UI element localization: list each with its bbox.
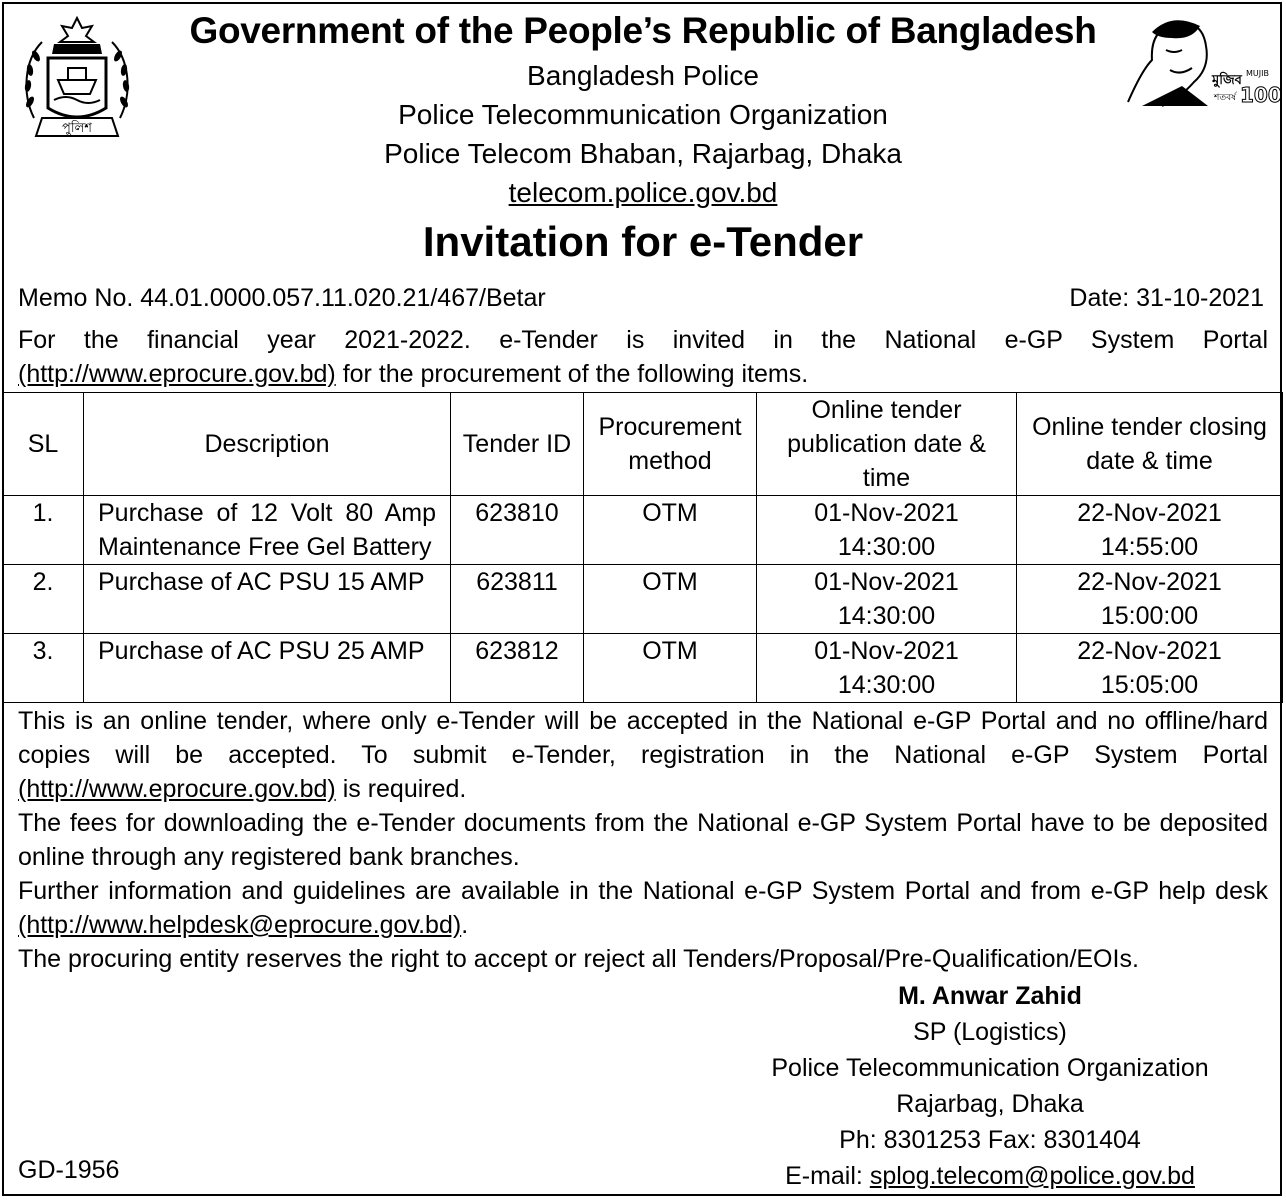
gd-number: GD-1956 [18,1156,120,1184]
government-title: Government of the People’s Republic of Bangladesh [189,10,1097,51]
row-sl: 1. [3,496,84,565]
row-tender-id: 623810 [451,496,584,565]
eprocure-link[interactable]: (http://www.eprocure.gov.bd) [18,775,336,803]
fees-note: The fees for downloading the e-Tender documents from the National e-GP System Portal have to be deposited online through any registered bank branches. [18,809,1268,871]
row-sl: 2. [3,565,84,634]
police-emblem-icon [22,14,132,148]
signatory-phone: Ph: 8301253 Fax: 8301404 [839,1126,1141,1154]
website-link[interactable]: telecom.police.gov.bd [508,177,778,208]
svg-text:শতবর্ষ: শতবর্ষ [1214,93,1237,103]
header-description: Description [84,393,451,496]
header-procurement-method: Procurement method [584,393,757,496]
row-closing: 22-Nov-2021 15:00:00 [1017,565,1283,634]
tender-table [2,392,1283,703]
row-method: OTM [584,565,757,634]
row-sl: 3. [3,634,84,703]
svg-text:MUJIB: MUJIB [1246,69,1269,78]
signatory-email: E-mail: splog.telecom@police.gov.bd [785,1162,1195,1190]
svg-text:মুজিব: মুজিব [1212,73,1242,88]
header-tender-id: Tender ID [451,393,584,496]
row-method: OTM [584,634,757,703]
helpdesk-link[interactable]: (http://www.helpdesk@eprocure.gov.bd) [18,911,462,939]
row-description: Purchase of 12 Volt 80 Amp Maintenance Free Gel Battery [84,496,451,565]
notes-section [18,704,1268,976]
memo-number: Memo No. 44.01.0000.057.11.020.21/467/Betar [18,284,546,312]
row-publication: 01-Nov-2021 14:30:00 [757,634,1017,703]
table-row [3,565,1283,634]
row-method: OTM [584,496,757,565]
department-name: Bangladesh Police [527,60,759,91]
header-closing-date: Online tender closing date & time [1017,393,1283,496]
organization-address: Police Telecom Bhaban, Rajarbag, Dhaka [384,138,902,169]
page-title: Invitation for e-Tender [422,218,864,265]
row-publication: 01-Nov-2021 14:30:00 [757,496,1017,565]
row-description: Purchase of AC PSU 25 AMP [84,634,451,703]
reserve-note: The procuring entity reserves the right to accept or reject all Tenders/Proposal/Pre-Qualification/EOIs. [18,945,1139,973]
organization-name: Police Telecommunication Organization [398,99,888,130]
table-row [3,496,1283,565]
signatory-location: Rajarbag, Dhaka [896,1090,1084,1118]
eprocure-link[interactable]: (http://www.eprocure.gov.bd) [18,360,336,388]
online-tender-note: This is an online tender, where only e-Tender will be accepted in the National e-GP Portal and no offline/hard copies will be accepted. To submit e-Tender, registration in the National e-GP System Portal (http://www.eprocure.gov.bd) is required. [18,707,1268,803]
table-header-row [3,393,1283,496]
svg-text:পুলিশ: পুলিশ [62,121,92,136]
signatory-name: M. Anwar Zahid [898,982,1082,1010]
table-row [3,634,1283,703]
row-closing: 22-Nov-2021 14:55:00 [1017,496,1283,565]
intro-paragraph: For the financial year 2021-2022. e-Tender is invited in the National e-GP System Portal (http://www.eprocure.gov.bd) for the procurement of the following items. [18,326,1268,388]
header-publication-date: Online tender publication date & time [757,393,1017,496]
header-sl: SL [3,393,84,496]
row-publication: 01-Nov-2021 14:30:00 [757,565,1017,634]
memo-date: Date: 31-10-2021 [1069,284,1264,312]
row-description: Purchase of AC PSU 15 AMP [84,565,451,634]
mujib-100-logo-icon [1122,10,1282,110]
row-tender-id: 623811 [451,565,584,634]
further-info-note: Further information and guidelines are available in the National e-GP System Portal and from e-GP help desk (http://www.helpdesk@eprocure.gov.bd). [18,877,1268,939]
svg-text:100: 100 [1240,83,1282,107]
row-closing: 22-Nov-2021 15:05:00 [1017,634,1283,703]
signatory-organization: Police Telecommunication Organization [771,1054,1209,1082]
row-tender-id: 623812 [451,634,584,703]
signatory-designation: SP (Logistics) [913,1018,1067,1046]
email-link[interactable]: splog.telecom@police.gov.bd [869,1162,1195,1190]
